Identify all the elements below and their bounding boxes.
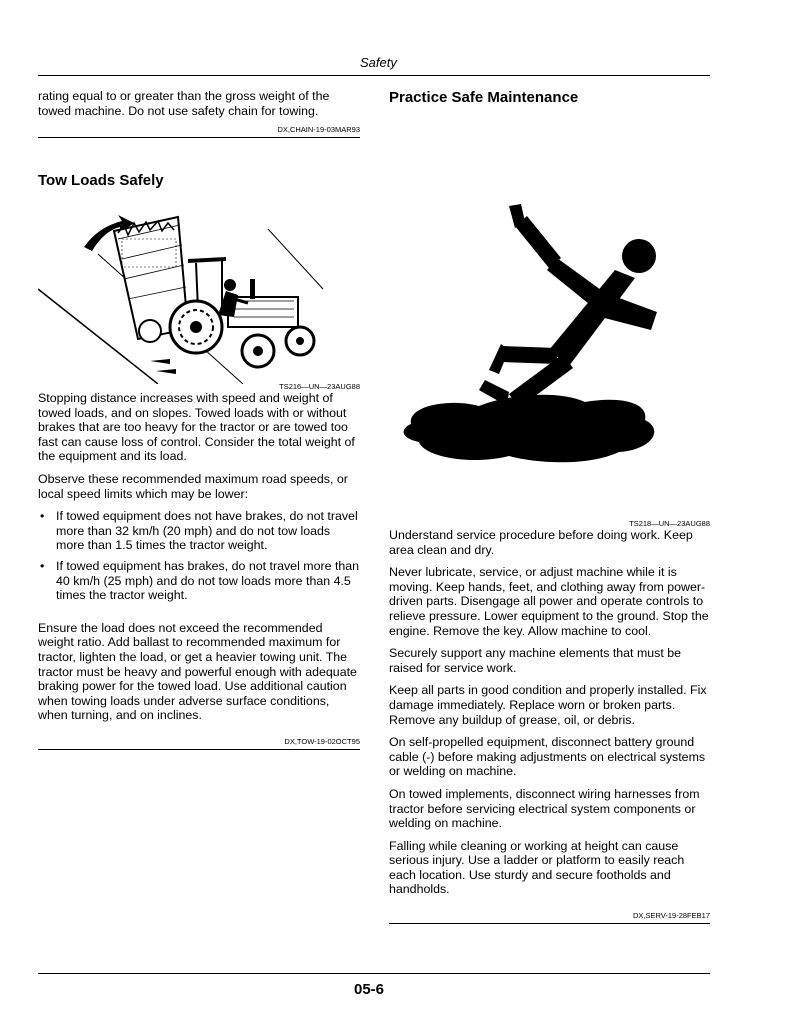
bullet-icon: • bbox=[40, 558, 45, 573]
chain-doc-ref: DX,CHAIN-19-03MAR93 bbox=[277, 125, 360, 135]
slipping-person-illustration bbox=[389, 184, 710, 484]
maintenance-section-rule bbox=[389, 923, 710, 924]
tractor-towing-illustration bbox=[38, 199, 360, 384]
maintenance-para-3: Securely support any machine elements that must be raised for service work. bbox=[389, 646, 682, 675]
chain-section-rule bbox=[38, 137, 360, 138]
tow-para-1: Stopping distance increases with speed and weight of towed loads, and on slopes. Towed loads with or without brakes that are too heavy for the tractor or are towed too fast can cause loss of control. Consider the total weight of the equipment and its load. bbox=[38, 391, 355, 464]
chain-continuation-text: rating equal to or greater than the gross weight of the towed machine. Do not use safety chain for towing. bbox=[38, 89, 330, 118]
tow-heading: Tow Loads Safely bbox=[38, 172, 164, 189]
page-number: 05-6 bbox=[354, 981, 385, 998]
maintenance-para-6: On towed implements, disconnect wiring harnesses from tractor before servicing electrical system components or welding on machine. bbox=[389, 786, 700, 831]
footer-rule bbox=[38, 973, 710, 974]
maintenance-para-7: Falling while cleaning or working at height can cause serious injury. Use a ladder or platform to easily reach each location. Use sturdy and secure footholds and handholds. bbox=[389, 838, 685, 897]
left-column bbox=[38, 89, 360, 138]
maintenance-para-2: Never lubricate, service, or adjust machine while it is moving. Keep hands, feet, and clothing away from power-driven parts. Disengage all power and operate controls to relieve pressure. Lower equipment to the ground. Stop the engine. Remove the key. Allow machine to cool. bbox=[389, 565, 709, 638]
tow-figure-ref: TS216—UN—23AUG88 bbox=[279, 382, 360, 391]
maintenance-section bbox=[389, 89, 710, 924]
maintenance-figure-ref: TS218—UN—23AUG88 bbox=[629, 519, 710, 528]
bullet-icon: • bbox=[40, 509, 45, 524]
tow-section bbox=[38, 172, 360, 750]
maintenance-para-5: On self-propelled equipment, disconnect battery ground cable (-) before making adjustments on electrical systems or welding on machine. bbox=[389, 735, 706, 779]
running-header: Safety bbox=[360, 55, 397, 70]
header-rule bbox=[38, 75, 710, 76]
maintenance-para-4: Keep all parts in good condition and properly installed. Fix damage immediately. Replace worn or broken parts. Remove any buildup of grease, oil, or debris. bbox=[389, 683, 707, 727]
bullet-text: If towed equipment does not have brakes, do not travel more than 32 km/h (20 mph) and do not tow loads more than 1.5 times the tractor weight. bbox=[56, 509, 358, 553]
list-item bbox=[38, 559, 360, 603]
tow-para-3: Ensure the load does not exceed the recommended weight ratio. Add ballast to recommended maximum for tractor, lighten the load, or get a heavier towing unit. The tractor must be heavy and powerful enough with adequate braking power for the towed load. Use additional caution when towing loads under adverse surface conditions, when turning, and on inclines. bbox=[38, 620, 357, 723]
maintenance-heading: Practice Safe Maintenance bbox=[389, 89, 579, 106]
tow-doc-ref: DX,TOW-19-02OCT95 bbox=[284, 736, 360, 746]
list-item bbox=[38, 509, 360, 553]
maintenance-doc-ref: DX,SERV-19-28FEB17 bbox=[633, 911, 710, 921]
tow-para-2: Observe these recommended maximum road speeds, or local speed limits which may be lower: bbox=[38, 471, 348, 501]
speed-limit-list bbox=[38, 509, 360, 603]
tow-section-rule bbox=[38, 749, 360, 750]
bullet-text: If towed equipment has brakes, do not travel more than 40 km/h (25 mph) and do not tow loads more than 4.5 times the tractor weight. bbox=[56, 558, 360, 603]
maintenance-para-1: Understand service procedure before doing work. Keep area clean and dry. bbox=[389, 528, 693, 557]
